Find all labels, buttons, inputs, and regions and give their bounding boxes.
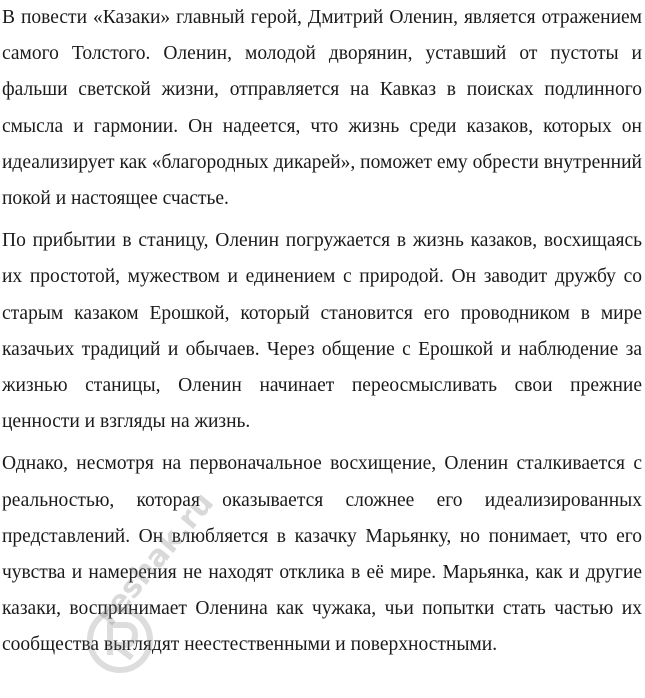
watermark-text: reshak.ru [90, 485, 222, 633]
paragraph-2: По прибытии в станицу, Оленин погружается в жизнь казаков, восхищаясь их простотой, мужеством и единением с природой. Он заводит дружбу со старым казаком Ерошкой, который становится его проводником в мире казачьих традиций и обычаев. Через общение с Ерошкой и наблюдение за жизнью станицы, Оленин начинает переосмысливать свои прежние ценности и взгляды на жизнь. [2, 230, 642, 433]
document-body [2, 0, 642, 670]
paragraph-1: В повести «Казаки» главный герой, Дмитрий Оленин, является отражением самого Толстого. Оленин, молодой дворянин, уставший от пустоты и фальши светской жизни, отправляется на Кавказ в поисках подлинного смысла и гармонии. Он надеется, что жизнь среди казаков, которых он идеализирует как «благородных дикарей», поможет ему обрести внутренний покой и настоящее счастье. [2, 7, 642, 210]
paragraph-3: Однако, несмотря на первоначальное восхищение, Оленин сталкивается с реальностью, которая оказывается сложнее его идеализированных представлений. Он влюбляется в казачку Марьянку, но понимает, что его чувства и намерения не находят отклика в её мире. Марьянка, как и другие казаки, воспринимает Оленина как чужака, чьи попытки стать частью их сообщества выглядят неестественными и поверхностными. [2, 453, 642, 656]
